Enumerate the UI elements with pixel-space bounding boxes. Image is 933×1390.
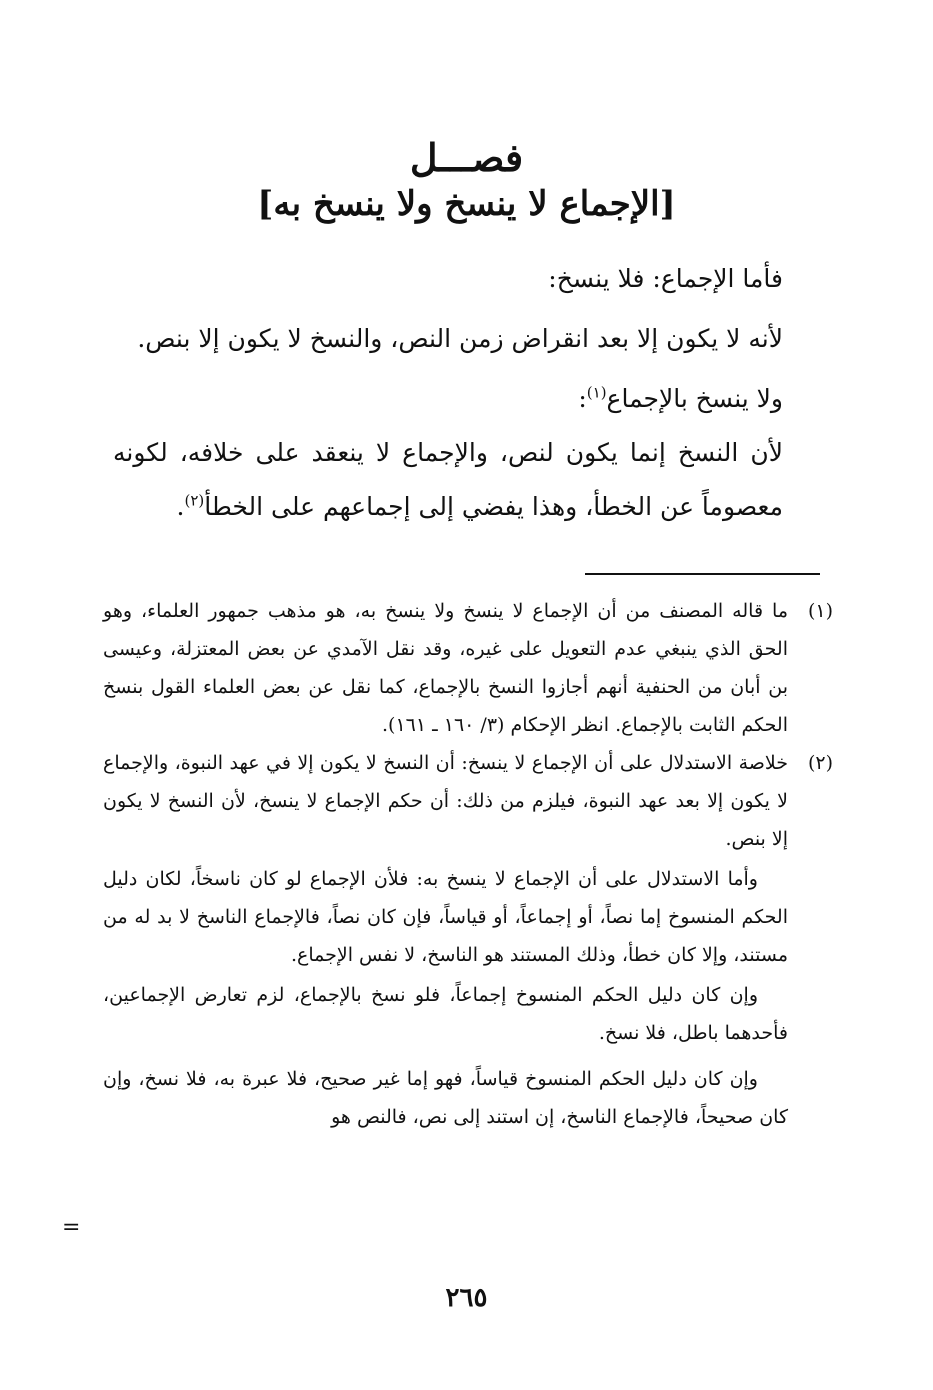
footnote-1 bbox=[98, 592, 833, 744]
footnote-number: (٢) bbox=[807, 752, 833, 774]
footnote-paragraph: وأما الاستدلال على أن الإجماع لا ينسخ به: فلأن الإجماع لو كان ناسخاً، لكان دليل الحكم المنسوخ إما نصاً، أو إجماعاً، أو قياساً، فإن كان نصاً، فالإجماع الناسخ لا بد له من مستند، وإلا كان خطأ، وذلك المستند هو الناسخ، لا نفس الإجماع. bbox=[103, 868, 788, 966]
footnote-paragraph: ما قاله المصنف من أن الإجماع لا ينسخ ولا ينسخ به، هو مذهب جمهور العلماء، وهو الحق الذي ينبغي عدم التعويل على غيره، وقد نقل الآمدي عن بعض المعتزلة، وعيسى بن أبان من الحنفية أنهم أجازوا النسخ بالإجماع، كما نقل عن بعض العلماء القول بنسخ الحكم الثابت بالإجماع. انظر الإحكام (٣/ ١٦٠ ـ ١٦١). bbox=[103, 600, 788, 736]
section-subheading: [الإجماع لا ينسخ ولا ينسخ به] bbox=[257, 184, 676, 224]
footnote-number: (١) bbox=[807, 600, 833, 622]
footnotes bbox=[98, 592, 833, 1136]
main-paragraph-4 bbox=[113, 426, 833, 534]
footnote-body bbox=[103, 592, 788, 744]
continuation-mark: = bbox=[62, 1215, 81, 1240]
main-text bbox=[113, 252, 833, 534]
main-paragraph-4-end: . bbox=[176, 492, 185, 521]
footnote-2 bbox=[98, 744, 833, 1136]
footnote-ref-2: (٢) bbox=[184, 491, 205, 510]
footnote-separator bbox=[585, 573, 820, 575]
footnote-body bbox=[103, 744, 788, 1136]
main-paragraph-2: لأنه لا يكون إلا بعد انقراض زمن النص، والنسخ لا يكون إلا بنص. bbox=[137, 324, 783, 353]
section-heading: فصـــل bbox=[409, 135, 524, 180]
footnote-paragraph: وإن كان دليل الحكم المنسوخ قياساً، فهو إما غير صحيح، فلا عبرة به، فلا نسخ، وإن كان صحيحاً، فالإجماع الناسخ، إن استند إلى نص، فالنص هو bbox=[103, 1068, 788, 1128]
main-paragraph-3 bbox=[113, 372, 833, 426]
main-paragraph-4-text: لأن النسخ إنما يكون لنص، والإجماع لا ينعقد على خلافه، لكونه معصوماً عن الخطأ، وهذا يفضي إلى إجماعهم على الخطأ bbox=[113, 438, 783, 521]
footnote-paragraph: وإن كان دليل الحكم المنسوخ إجماعاً، فلو نسخ بالإجماع، لزم تعارض الإجماعين، فأحدهما باطل، فلا نسخ. bbox=[103, 984, 788, 1044]
page-number: ٢٦٥ bbox=[445, 1283, 488, 1313]
main-paragraph-1: فأما الإجماع: فلا ينسخ: bbox=[548, 264, 783, 293]
main-paragraph-3-end: : bbox=[578, 384, 587, 413]
footnote-paragraph: خلاصة الاستدلال على أن الإجماع لا ينسخ: أن النسخ لا يكون إلا في عهد النبوة، والإجماع لا يكون إلا بعد عهد النبوة، فيلزم من ذلك: أن حكم الإجماع لا ينسخ، لأن النسخ لا يكون إلا بنص. bbox=[103, 752, 788, 850]
footnote-ref-1: (١) bbox=[586, 383, 607, 402]
main-paragraph-3-text: ولا ينسخ بالإجماع bbox=[606, 384, 783, 413]
